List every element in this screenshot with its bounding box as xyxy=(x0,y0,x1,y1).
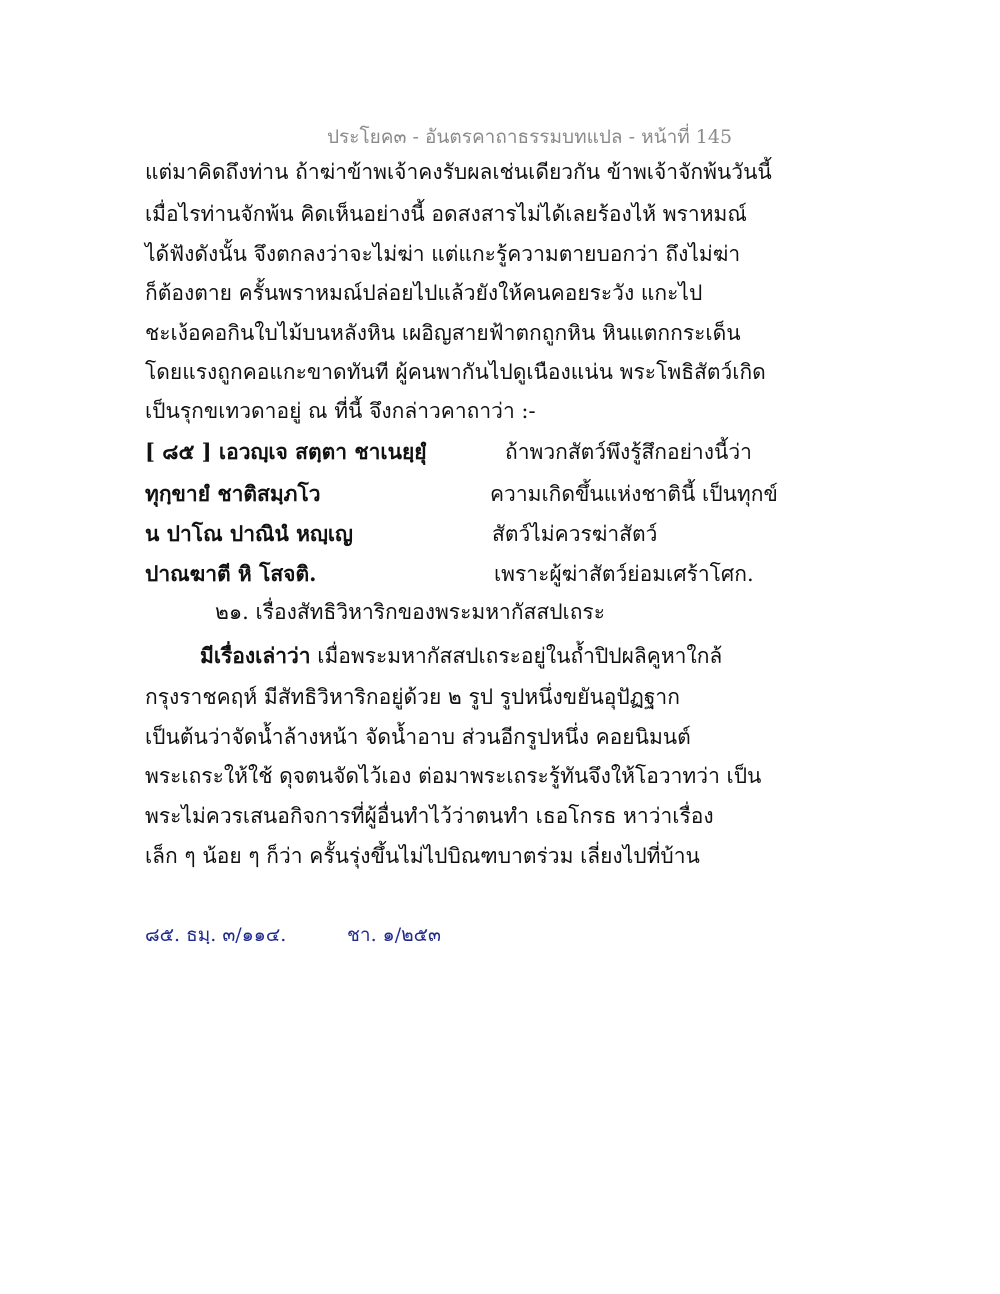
verse-thai-line-3: สัตว์ไม่ควรฆ่าสัตว์ xyxy=(492,522,658,546)
body-line-4: ก็ต้องตาย ครั้นพราหมณ์ปล่อยไปแล้วยังให้คนคอยระวัง แกะไป xyxy=(145,281,703,305)
body-line-5: ชะเง้อคอกินใบไม้บนหลังหิน เผอิญสายฟ้าตกถูกหิน หินแตกกระเด็น xyxy=(145,321,741,345)
verse-pali-line-3: น ปาโณ ปาณินํ หญฺเญ xyxy=(145,521,353,546)
footnote-ref-jataka: ชา. ๑/๒๕๓ xyxy=(347,924,441,946)
running-header: ประโยค๓ - อันตรคาถาธรรมบทแปล - หน้าที่ 145 xyxy=(327,126,733,148)
section-lead-rest: เมื่อพระมหากัสสปเถระอยู่ในถ้ำปิปผลิคูหาใกล้ xyxy=(310,644,723,668)
section-title: ๒๑. เรื่องสัทธิวิหาริกของพระมหากัสสปเถระ xyxy=(215,600,605,624)
section-line-6: เล็ก ๆ น้อย ๆ ก็ว่า ครั้นรุ่งขึ้นไม่ไปบิณฑบาตร่วม เลี่ยงไปที่บ้าน xyxy=(145,844,700,868)
footnote-ref-dhammapada: ๘๕. ธมฺ. ๓/๑๑๔. xyxy=(145,924,287,946)
section-line-3: เป็นต้นว่าจัดน้ำล้างหน้า จัดน้ำอาบ ส่วนอีกรูปหนึ่ง คอยนิมนต์ xyxy=(145,725,691,749)
verse-thai-line-4: เพราะผู้ฆ่าสัตว์ย่อมเศร้าโศก. xyxy=(494,562,754,586)
verse-thai-line-1: ถ้าพวกสัตว์พึงรู้สึกอย่างนี้ว่า xyxy=(505,440,752,464)
body-line-6: โดยแรงถูกคอแกะขาดทันที ผู้คนพากันไปดูเนืองแน่น พระโพธิสัตว์เกิด xyxy=(145,360,766,384)
section-lead-bold: มีเรื่องเล่าว่า xyxy=(200,643,311,668)
body-line-7: เป็นรุกขเทวดาอยู่ ณ ที่นี้ จึงกล่าวคาถาว่า :- xyxy=(145,399,536,423)
verse-pali-line-4: ปาณฆาตี หิ โสจติ. xyxy=(145,561,317,586)
section-first-line xyxy=(200,642,722,670)
verse-thai-line-2: ความเกิดขึ้นแห่งชาตินี้ เป็นทุกข์ xyxy=(490,482,778,506)
verse-pali-line-1: [ ๘๕ ] เอวญฺเจ สตฺตา ชาเนยฺยุํ xyxy=(145,439,427,464)
body-line-3: ได้ฟังดังนั้น จึงตกลงว่าจะไม่ฆ่า แต่แกะรู้ความตายบอกว่า ถึงไม่ฆ่า xyxy=(145,242,741,266)
section-line-4: พระเถระให้ใช้ ดุจตนจัดไว้เอง ต่อมาพระเถระรู้ทันจึงให้โอวาทว่า เป็น xyxy=(145,764,762,788)
body-line-1: แต่มาคิดถึงท่าน ถ้าฆ่าข้าพเจ้าคงรับผลเช่นเดียวกัน ข้าพเจ้าจักพ้นวันนี้ xyxy=(145,160,772,184)
section-line-2: กรุงราชคฤห์ มีสัทธิวิหาริกอยู่ด้วย ๒ รูป รูปหนึ่งขยันอุปัฏฐาก xyxy=(145,685,680,709)
section-line-5: พระไม่ควรเสนอกิจการที่ผู้อื่นทำไว้ว่าตนทำ เธอโกรธ หาว่าเรื่อง xyxy=(145,804,714,828)
verse-pali-line-2: ทุกฺขายํ ชาติสมฺภโว xyxy=(145,481,321,506)
body-line-2: เมื่อไรท่านจักพ้น คิดเห็นอย่างนี้ อดสงสารไม่ได้เลยร้องไห้ พราหมณ์ xyxy=(145,202,747,226)
